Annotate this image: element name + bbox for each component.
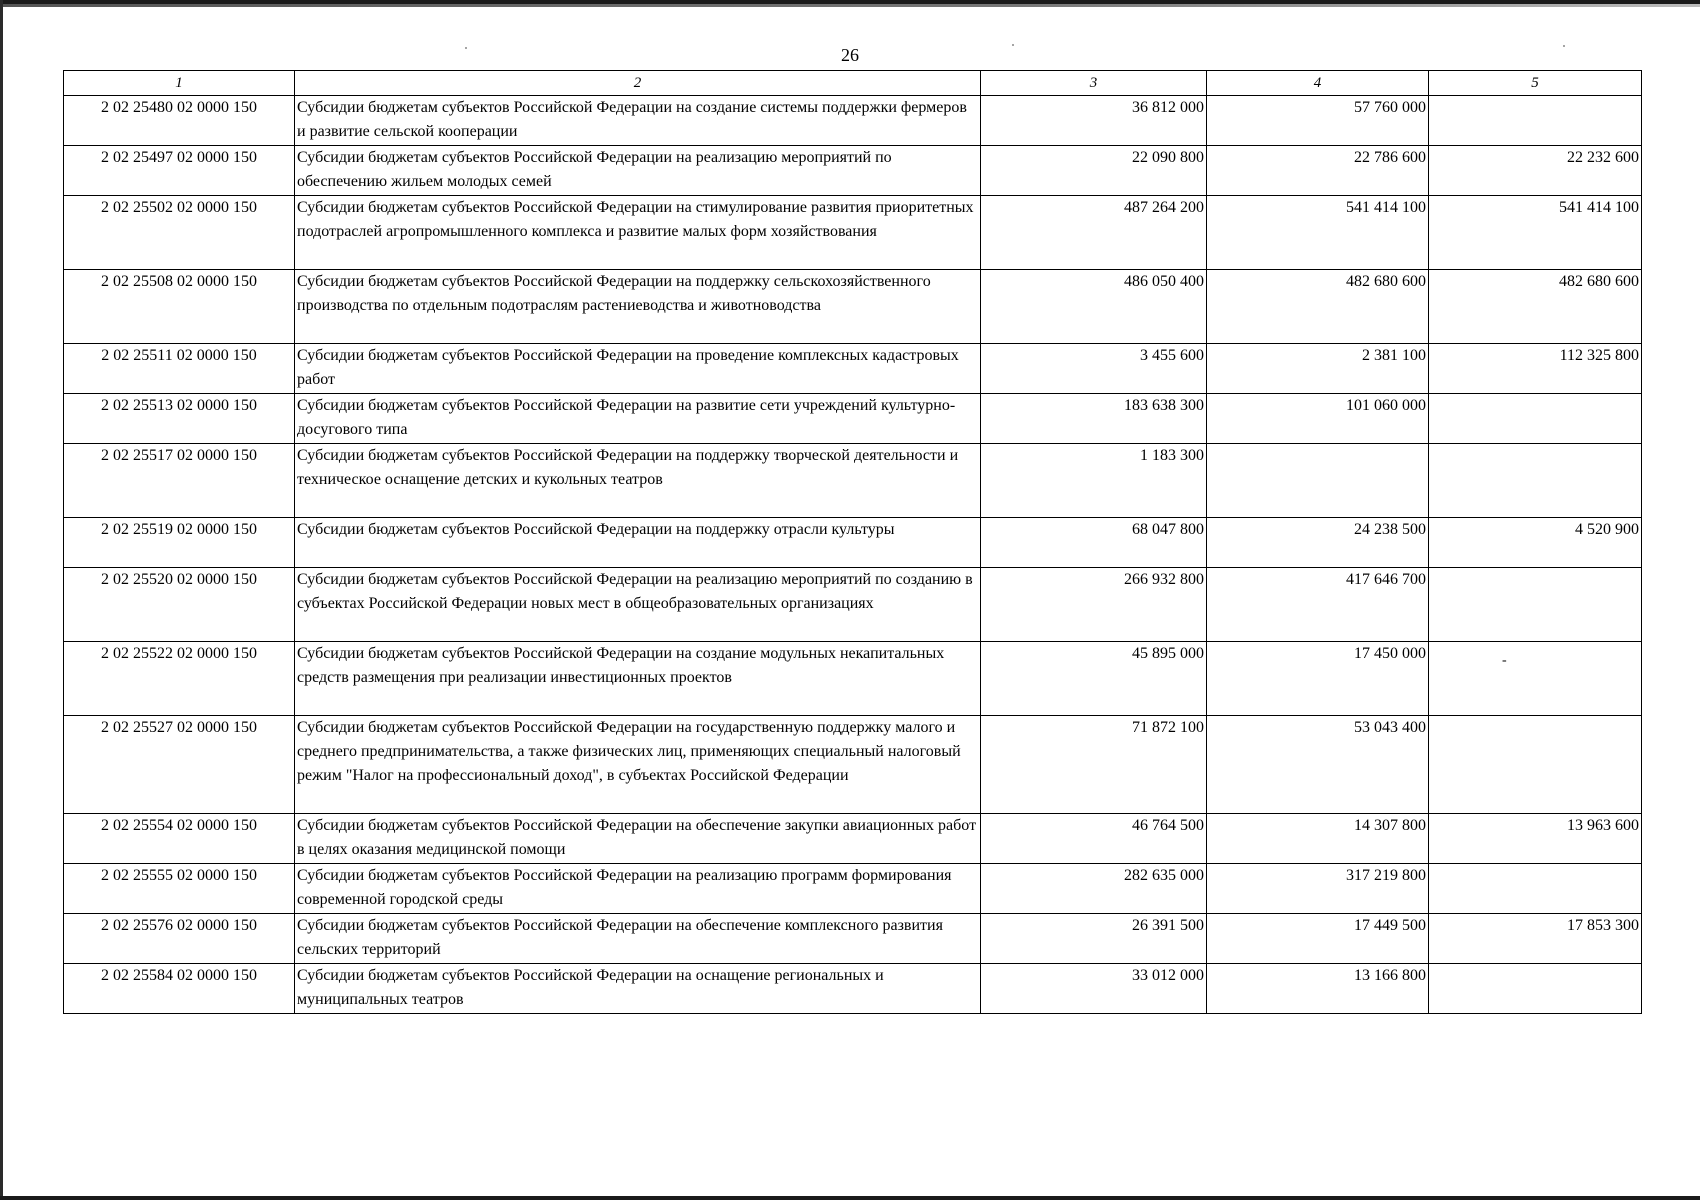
column-header: 4 (1207, 71, 1429, 96)
description: Субсидии бюджетам субъектов Российской Федерации на стимулирование развития приоритетных подотраслей агропромышленного комплекса и развитие малых форм хозяйствования (295, 196, 981, 270)
amount-col4: 24 238 500 (1207, 518, 1429, 568)
budget-code: 2 02 25527 02 0000 150 (64, 716, 295, 814)
amount-col4: 13 166 800 (1207, 964, 1429, 1014)
scan-speck (1012, 44, 1014, 46)
description: Субсидии бюджетам субъектов Российской Федерации на поддержку творческой деятельности и техническое оснащение детских и кукольных театров (295, 444, 981, 518)
amount-col5: 482 680 600 (1429, 270, 1642, 344)
amount-col4: 482 680 600 (1207, 270, 1429, 344)
budget-code: 2 02 25519 02 0000 150 (64, 518, 295, 568)
amount-col3: 45 895 000 (981, 642, 1207, 716)
amount-col3: 22 090 800 (981, 146, 1207, 196)
amount-col4: 2 381 100 (1207, 344, 1429, 394)
budget-code: 2 02 25576 02 0000 150 (64, 914, 295, 964)
description: Субсидии бюджетам субъектов Российской Федерации на поддержку отрасли культуры (295, 518, 981, 568)
scan-border-top-shadow (0, 4, 1700, 7)
table-row (64, 864, 1642, 914)
table-row (64, 716, 1642, 814)
amount-col3: 33 012 000 (981, 964, 1207, 1014)
column-header: 3 (981, 71, 1207, 96)
amount-col3: 3 455 600 (981, 344, 1207, 394)
table-row (64, 96, 1642, 146)
amount-col5 (1429, 716, 1642, 814)
amount-col3: 71 872 100 (981, 716, 1207, 814)
budget-code: 2 02 25513 02 0000 150 (64, 394, 295, 444)
description: Субсидии бюджетам субъектов Российской Федерации на реализацию мероприятий по созданию в субъектах Российской Федерации новых мест в общеобразовательных организациях (295, 568, 981, 642)
table-row (64, 964, 1642, 1014)
amount-col3: 1 183 300 (981, 444, 1207, 518)
budget-code: 2 02 25522 02 0000 150 (64, 642, 295, 716)
amount-col4: 22 786 600 (1207, 146, 1429, 196)
description: Субсидии бюджетам субъектов Российской Федерации на обеспечение закупки авиационных работ в целях оказания медицинской помощи (295, 814, 981, 864)
amount-col4: 53 043 400 (1207, 716, 1429, 814)
description: Субсидии бюджетам субъектов Российской Федерации на реализацию программ формирования современной городской среды (295, 864, 981, 914)
budget-code: 2 02 25508 02 0000 150 (64, 270, 295, 344)
table-row (64, 270, 1642, 344)
column-header: 2 (295, 71, 981, 96)
description: Субсидии бюджетам субъектов Российской Федерации на обеспечение комплексного развития сельских территорий (295, 914, 981, 964)
amount-col3: 26 391 500 (981, 914, 1207, 964)
budget-table (63, 70, 1642, 1014)
table-row (64, 344, 1642, 394)
budget-code: 2 02 25520 02 0000 150 (64, 568, 295, 642)
amount-col3: 68 047 800 (981, 518, 1207, 568)
description: Субсидии бюджетам субъектов Российской Федерации на проведение комплексных кадастровых работ (295, 344, 981, 394)
amount-col3: 487 264 200 (981, 196, 1207, 270)
amount-col5 (1429, 642, 1642, 716)
table-row (64, 518, 1642, 568)
budget-code: 2 02 25517 02 0000 150 (64, 444, 295, 518)
scan-border-bottom (0, 1196, 1700, 1200)
amount-col5: 17 853 300 (1429, 914, 1642, 964)
column-header: 1 (64, 71, 295, 96)
description: Субсидии бюджетам субъектов Российской Федерации на оснащение региональных и муниципальных театров (295, 964, 981, 1014)
table-row (64, 394, 1642, 444)
budget-code: 2 02 25584 02 0000 150 (64, 964, 295, 1014)
amount-col4: 14 307 800 (1207, 814, 1429, 864)
description: Субсидии бюджетам субъектов Российской Федерации на поддержку сельскохозяйственного производства по отдельным подотраслям растениеводства и животноводства (295, 270, 981, 344)
table-row (64, 642, 1642, 716)
amount-col3: 282 635 000 (981, 864, 1207, 914)
amount-col5: 541 414 100 (1429, 196, 1642, 270)
budget-code: 2 02 25511 02 0000 150 (64, 344, 295, 394)
budget-code: 2 02 25555 02 0000 150 (64, 864, 295, 914)
amount-col5: 13 963 600 (1429, 814, 1642, 864)
table-row (64, 196, 1642, 270)
amount-col5 (1429, 864, 1642, 914)
table-row (64, 444, 1642, 518)
description: Субсидии бюджетам субъектов Российской Федерации на государственную поддержку малого и среднего предпринимательства, а также физических лиц, применяющих специальный налоговый режим "Налог на профессиональный доход", в субъектах Российской Федерации (295, 716, 981, 814)
amount-col5 (1429, 394, 1642, 444)
amount-col5 (1429, 964, 1642, 1014)
scan-speck (1563, 45, 1565, 47)
scan-speck (465, 47, 467, 49)
description: Субсидии бюджетам субъектов Российской Федерации на реализацию мероприятий по обеспечению жильем молодых семей (295, 146, 981, 196)
table-row (64, 814, 1642, 864)
amount-col5 (1429, 444, 1642, 518)
amount-col4: 101 060 000 (1207, 394, 1429, 444)
table-row (64, 914, 1642, 964)
page-number: 26 (841, 45, 859, 65)
header-row (64, 71, 1642, 96)
amount-col4: 17 449 500 (1207, 914, 1429, 964)
column-header: 5 (1429, 71, 1642, 96)
amount-col5: 22 232 600 (1429, 146, 1642, 196)
amount-col4: 417 646 700 (1207, 568, 1429, 642)
amount-col5: 4 520 900 (1429, 518, 1642, 568)
amount-col3: 183 638 300 (981, 394, 1207, 444)
table-row (64, 146, 1642, 196)
amount-col3: 266 932 800 (981, 568, 1207, 642)
amount-col4: 17 450 000 (1207, 642, 1429, 716)
amount-col5 (1429, 568, 1642, 642)
stray-dash-mark: - (1502, 653, 1507, 668)
amount-col5: 112 325 800 (1429, 344, 1642, 394)
description: Субсидии бюджетам субъектов Российской Федерации на создание модульных некапитальных средств размещения при реализации инвестиционных проектов (295, 642, 981, 716)
budget-code: 2 02 25502 02 0000 150 (64, 196, 295, 270)
budget-code: 2 02 25554 02 0000 150 (64, 814, 295, 864)
amount-col4: 57 760 000 (1207, 96, 1429, 146)
amount-col3: 46 764 500 (981, 814, 1207, 864)
table-row (64, 568, 1642, 642)
amount-col4: 317 219 800 (1207, 864, 1429, 914)
amount-col3: 36 812 000 (981, 96, 1207, 146)
amount-col3: 486 050 400 (981, 270, 1207, 344)
amount-col5 (1429, 96, 1642, 146)
scan-border-left (0, 0, 3, 1200)
amount-col4: 541 414 100 (1207, 196, 1429, 270)
description: Субсидии бюджетам субъектов Российской Федерации на развитие сети учреждений культурно-досугового типа (295, 394, 981, 444)
amount-col4 (1207, 444, 1429, 518)
description: Субсидии бюджетам субъектов Российской Федерации на создание системы поддержки фермеров и развитие сельской кооперации (295, 96, 981, 146)
budget-code: 2 02 25497 02 0000 150 (64, 146, 295, 196)
budget-code: 2 02 25480 02 0000 150 (64, 96, 295, 146)
